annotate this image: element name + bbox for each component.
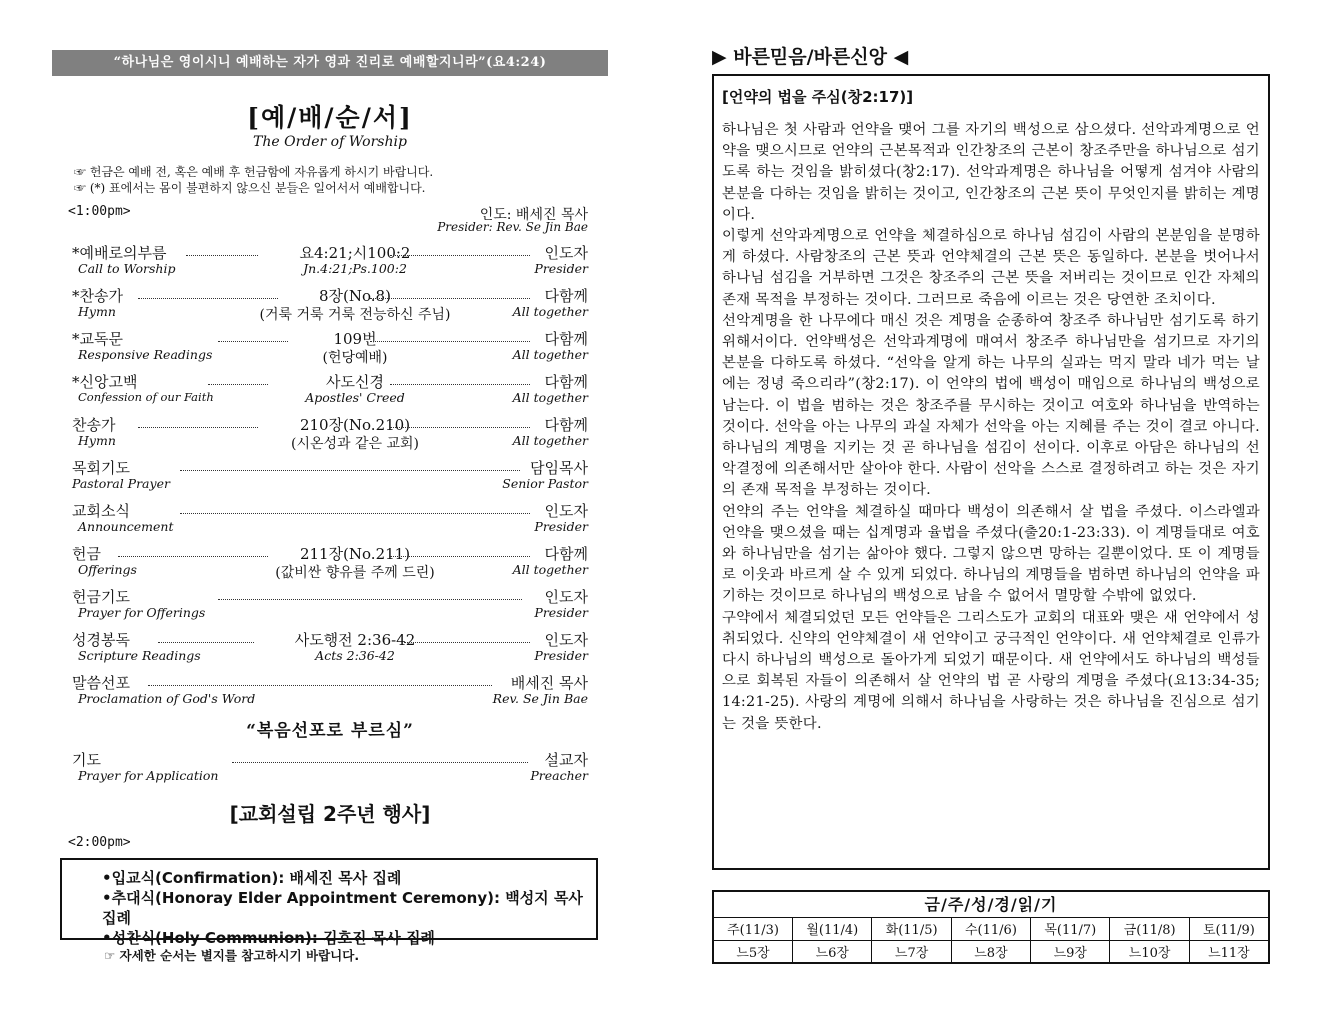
day-cell: 토(11/9) <box>1189 918 1268 940</box>
day-cell: 주(11/3) <box>714 918 793 940</box>
chapter-cell: 느9장 <box>1031 940 1110 962</box>
item-ko: 교회소식 <box>72 502 130 520</box>
item-ko: 찬송가 <box>72 416 116 434</box>
bible-reading-title: 금/주/성/경/읽/기 <box>714 892 1268 918</box>
item-en: Pastoral Prayer <box>72 476 170 491</box>
item-leader-en: Preacher <box>530 768 588 783</box>
item-en: Proclamation of God's Word <box>78 691 256 706</box>
item-ko: *교독문 <box>72 330 123 348</box>
worship-order <box>52 242 608 715</box>
leader-dots <box>180 513 530 514</box>
item-leader-en: Presider <box>534 519 588 534</box>
item-leader-en: Senior Pastor <box>502 476 588 491</box>
leader-dots <box>180 470 520 471</box>
order-row <box>52 371 608 414</box>
item-ko: *찬송가 <box>72 287 123 305</box>
bible-reading-table <box>714 918 1268 962</box>
item-en: Call to Worship <box>78 261 176 276</box>
item-leader: 인도자 <box>544 631 588 649</box>
chapter-cell: 느6장 <box>793 940 872 962</box>
presider-en: Presider: Rev. Se Jin Bae <box>437 220 588 234</box>
item-leader-en: All together <box>512 433 588 448</box>
presider-line <box>52 204 608 234</box>
order-row <box>52 328 608 371</box>
weekly-bible-reading <box>712 890 1270 964</box>
item-leader: 다함께 <box>544 416 588 434</box>
note-standing: ☞ (*) 표에서는 몸이 불편하지 않으신 분들은 일어서서 예배합니다. <box>74 181 426 195</box>
item-leader-en: Rev. Se Jin Bae <box>492 691 588 706</box>
order-row <box>52 414 608 457</box>
item-leader-en: All together <box>512 562 588 577</box>
item-leader: 인도자 <box>544 588 588 606</box>
bible-days-row <box>714 918 1268 940</box>
day-cell: 금(11/8) <box>1110 918 1189 940</box>
presider-ko: 인도: 배세진 목사 <box>479 207 588 223</box>
item-leader: 담임목사 <box>530 459 588 477</box>
leader-dots <box>390 384 530 385</box>
item-ko: 말씀선포 <box>72 674 130 692</box>
item-leader: 배세진 목사 <box>510 674 588 692</box>
article-title: [언약의 법을 주심(창2:17)] <box>722 88 914 106</box>
chapter-cell: 느7장 <box>872 940 951 962</box>
item-ref-en: (거룩 거룩 거룩 전능하신 주님) <box>259 307 451 323</box>
item-en: Prayer for Application <box>78 768 219 783</box>
order-row <box>52 457 608 500</box>
chapter-cell: 느11장 <box>1189 940 1268 962</box>
leader-dots <box>390 427 530 428</box>
item-ref: 사도행전 2:36-42 <box>294 631 416 649</box>
item-ko: 목회기도 <box>72 459 130 477</box>
item-leader: 설교자 <box>544 751 588 769</box>
item-ref: 211장(No.211) <box>299 545 411 563</box>
chapter-cell: 느10장 <box>1110 940 1189 962</box>
chapter-cell: 느5장 <box>714 940 793 962</box>
day-cell: 수(11/6) <box>951 918 1030 940</box>
day-cell: 월(11/4) <box>793 918 872 940</box>
footnote: ☞ 자세한 순서는 별지를 참고하시기 바랍니다. <box>104 948 360 963</box>
item-en: Responsive Readings <box>78 347 213 362</box>
item-leader-en: All together <box>512 347 588 362</box>
order-row <box>52 586 608 629</box>
leader-dots <box>390 255 530 256</box>
item-leader-en: All together <box>512 304 588 319</box>
item-ref-en: (값비싼 향유를 주께 드린) <box>275 565 435 581</box>
leader-dots <box>390 556 530 557</box>
item-en: Announcement <box>78 519 174 534</box>
right-faith-page <box>712 40 1270 980</box>
item-leader-en: All together <box>512 390 588 405</box>
item-en: Offerings <box>78 562 137 577</box>
item-ref-en: Jn.4:21;Ps.100:2 <box>303 261 407 276</box>
item-ko: 성경봉독 <box>72 631 130 649</box>
item-ref-en: (시온성과 같은 교회) <box>290 436 420 452</box>
item-ref-en: Apostles' Creed <box>305 390 405 405</box>
leader-dots <box>404 642 530 643</box>
section-header: ▶ 바른믿음/바른신앙 ◀ <box>712 46 909 68</box>
page-title: [예/배/순/서] <box>247 103 413 132</box>
article-paragraph: 하나님은 첫 사람과 언약을 맺어 그를 자기의 백성으로 삼으셨다. 선악과계명으로 언약을 맺으시므로 언약의 근본목적과 인간창조의 근본이 창조주만을 하나님으로 섬기도록 하는 것임을 밝히셨다(창2:17). 선악과계명은 하나님을 어떻게 섬겨야 사람의 본분을 다하는 것임을 밝히는 것이고, 인간창조의 근본 뜻이 무엇인지를 밝히는 계명이다. <box>722 122 1260 223</box>
order-row <box>52 500 608 543</box>
item-leader-en: Presider <box>534 261 588 276</box>
day-cell: 화(11/5) <box>872 918 951 940</box>
item-en: Hymn <box>78 304 116 319</box>
order-of-worship-page <box>52 50 608 1010</box>
item-ko: 헌금기도 <box>72 588 130 606</box>
event-title: [교회설립 2주년 행사] <box>229 802 431 826</box>
item-ko: 헌금 <box>72 545 101 563</box>
item-leader: 다함께 <box>544 373 588 391</box>
notes <box>74 164 608 196</box>
item-ref-en: Acts 2:36-42 <box>315 648 395 663</box>
item-leader-en: Presider <box>534 648 588 663</box>
article-paragraph: 구약에서 체결되었던 모든 언약들은 그리스도가 교회의 대표와 맺은 새 언약에서 성취되었다. 신약의 언약체결이 새 언약이고 궁극적인 언약이다. 새 언약체결로 인류가 다시 하나님의 백성으로 돌아가게 되었기 때문이다. 새 언약에서도 하나님의 백성들으로 회복된 자들이 의존해서 살 언약의 법 곧 사랑의 계명을 주셨다(요13:34-35; 14:21-25). 사랑의 계명에 의해서 하나님을 사랑하는 것은 하나님을 진심으로 섬기는 것을 뜻한다. <box>722 609 1260 732</box>
order-row <box>52 629 608 672</box>
item-en: Prayer for Offerings <box>78 605 206 620</box>
item-leader-en: Presider <box>534 605 588 620</box>
chapter-cell: 느8장 <box>951 940 1030 962</box>
item-leader: 다함께 <box>544 330 588 348</box>
item-ref: 8장(No.8) <box>319 287 391 305</box>
item-leader: 인도자 <box>544 244 588 262</box>
event-elder-appointment: •추대식(Honoray Elder Appointment Ceremony): 백성지 목사 집례 <box>102 889 583 927</box>
page-subtitle: The Order of Worship <box>253 134 407 150</box>
bible-chapters-row <box>714 940 1268 962</box>
item-en: Scripture Readings <box>78 648 201 663</box>
order-row <box>52 285 608 328</box>
gospel-heading: “복음선포로 부르심” <box>246 721 414 741</box>
service-time: <1:00pm> <box>68 204 131 219</box>
day-cell: 목(11/7) <box>1031 918 1110 940</box>
event-communion: •성찬식(Holy Communion): 김호진 목사 집례 <box>102 929 435 947</box>
item-ref: 요4:21;시100:2 <box>299 244 411 262</box>
event-box <box>60 858 598 947</box>
leader-dots <box>232 762 528 763</box>
item-ref: 사도신경 <box>326 373 384 391</box>
leader-dots <box>370 341 530 342</box>
item-ref: 109번 <box>333 330 377 348</box>
order-row <box>52 672 608 715</box>
item-ko: *신앙고백 <box>72 373 138 391</box>
article-paragraph: 언약의 주는 언약을 체결하실 때마다 백성이 의존해서 살 법을 주셨다. 이스라엘과 언약을 맺으셨을 때는 십계명과 율법을 주셨다(출20:1-23:33). 이 계명들대로 여호와 하나님만을 섬기는 삶아야 했다. 그렇지 않으면 망하는 길뿐이었다. 또 이 계명들로 이웃과 바르게 살 수 있게 되었다. 하나님의 계명들을 범하면 하나님의 언약을 파기하는 것이므로 하나님의 백성으로 남을 수 없어서 멸망할 수밖에 없었다. <box>722 503 1260 605</box>
article-paragraph: 선악계명을 한 나무에다 매신 것은 계명을 순종하여 창조주 하나님만 섬기도록 하기 위해서이다. 언약백성은 선악과계명에 매여서 창조주 하나님만을 섬기므로 자기의 본분을 다하도록 하셨다. “선악을 알게 하는 나무의 실과는 먹지 말라 네가 먹는 날에는 정녕 죽으리라”(창2:17). 이 언약의 법에 백성이 매임으로 하나님의 백성으로 남는다. 이 법을 범하는 것은 창조주를 무시하는 것이고 여호와 하나님을 반역하는 것이다. 선악을 아는 나무의 과실 자체가 선악을 아는 지혜를 주는 것이 결코 아니다. 하나님의 계명을 지키는 것 곧 하나님을 섬김이 선이다. 이후로 아담은 하나님의 선악결정에 의존해서만 살아야 한다. 사람이 선악을 스스로 결정하려고 하는 것은 자기의 존재 목적을 부정하는 것이다. <box>722 312 1260 499</box>
item-ref-en: (헌당예배) <box>322 350 388 366</box>
leader-dots <box>218 599 522 600</box>
item-leader: 다함께 <box>544 545 588 563</box>
item-leader: 다함께 <box>544 287 588 305</box>
order-row <box>52 242 608 285</box>
order-row-prayer <box>52 749 608 792</box>
item-en: Confession of our Faith <box>78 390 214 404</box>
item-en: Hymn <box>78 433 116 448</box>
event-confirmation: •입교식(Confirmation): 배세진 목사 집례 <box>102 869 402 887</box>
leader-dots <box>148 685 492 686</box>
order-row <box>52 543 608 586</box>
article-box <box>712 74 1270 870</box>
leader-dots <box>370 298 530 299</box>
scripture-banner: “하나님은 영이시니 예배하는 자가 영과 진리로 예배할지니라”(요4:24) <box>52 50 608 76</box>
item-ko: 기도 <box>72 751 101 769</box>
item-ko: *예배로의부름 <box>72 244 167 262</box>
item-leader: 인도자 <box>544 502 588 520</box>
article-paragraph: 이렇게 선악과계명으로 언약을 체결하심으로 하나님 섬김이 사람의 본분임을 분명하게 하셨다. 사람창조의 근본 뜻과 언약체결의 근본 뜻은 동일하다. 본분을 벗어나서 하나님 섬김을 거부하면 그것은 창조주의 근본 뜻을 저버리는 것이므로 인간 자체의 존재 목적을 부정하는 것이다. 그러므로 죽음에 이르는 것은 당연한 조치이다. <box>722 228 1260 308</box>
item-ref: 210장(No.210) <box>299 416 411 434</box>
event-time: <2:00pm> <box>68 835 131 850</box>
note-offering: ☞ 헌금은 예배 전, 혹은 예배 후 헌금함에 자유롭게 하시기 바랍니다. <box>74 165 434 179</box>
